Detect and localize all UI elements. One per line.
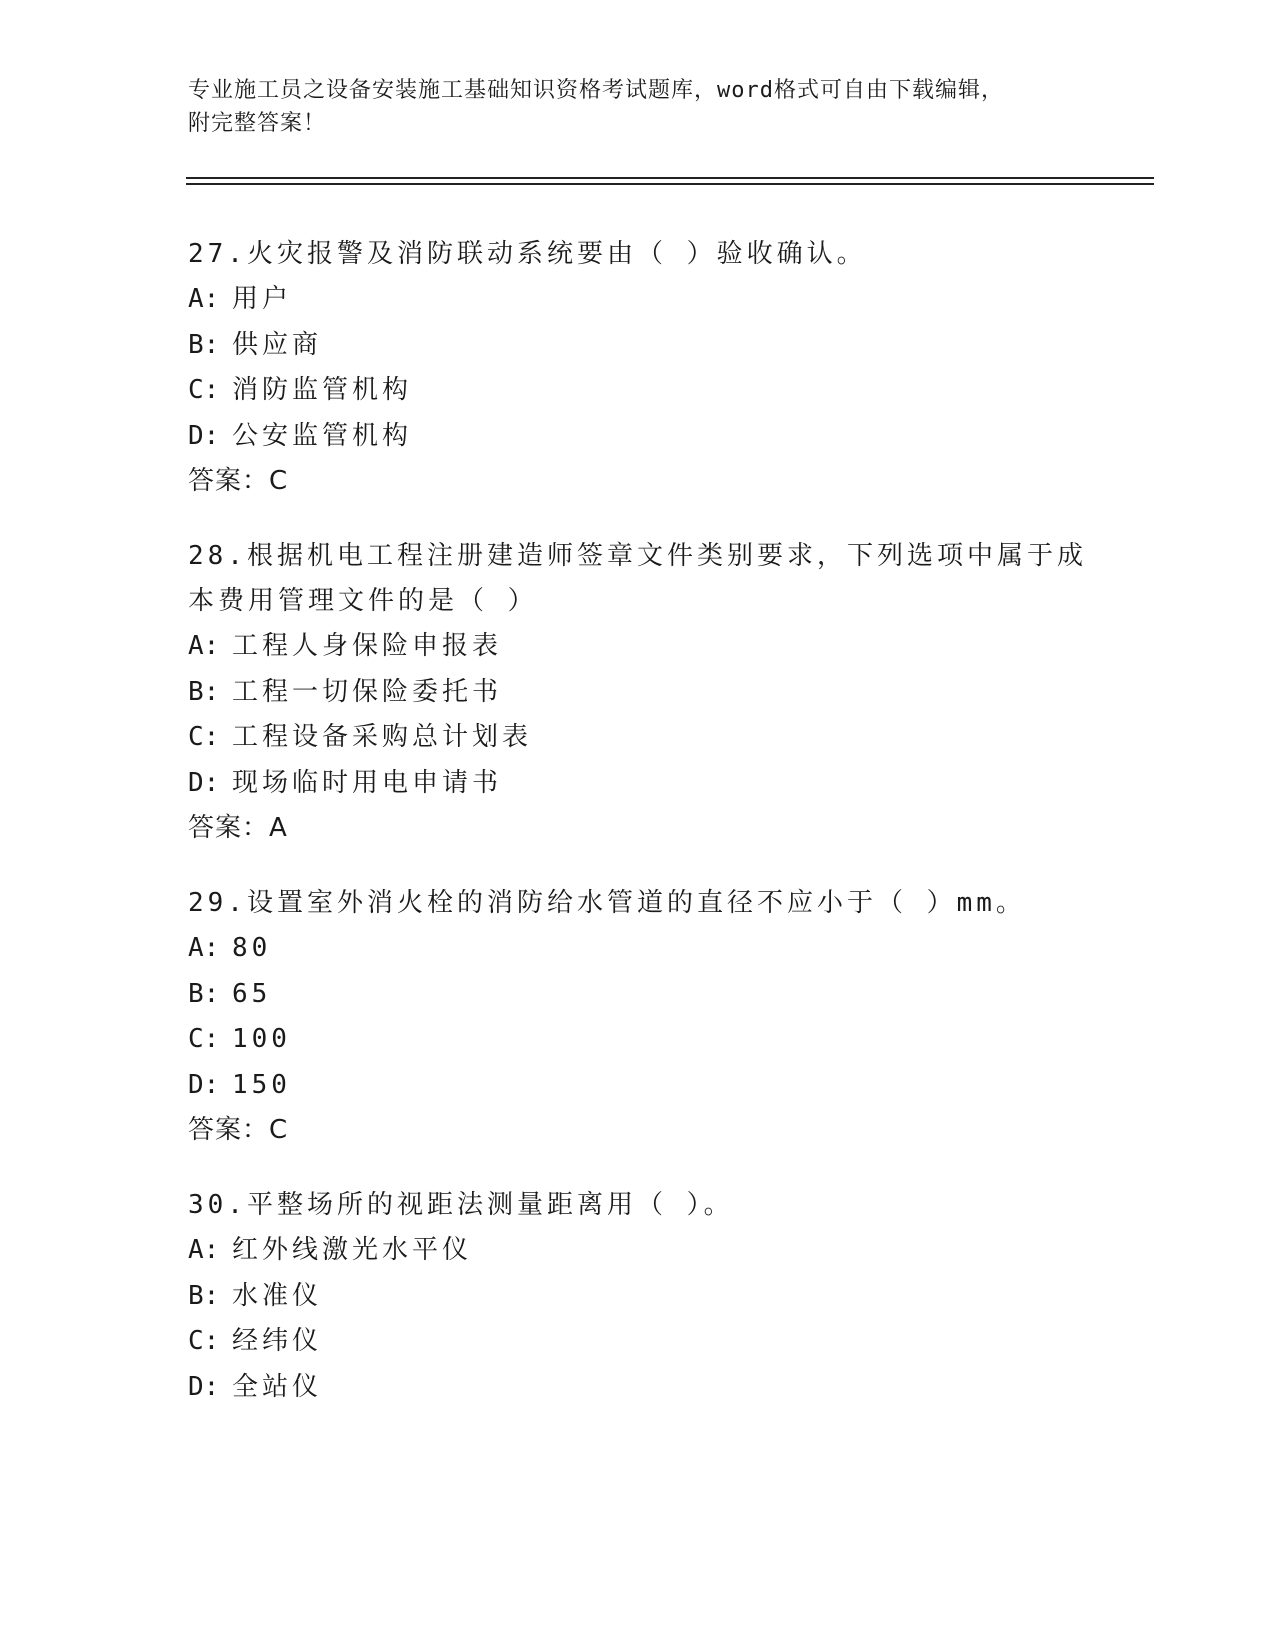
option-text: 水准仪 [232,1280,323,1311]
option-c [188,715,1088,761]
option-a [188,926,1088,972]
option-text: 100 [232,1024,291,1054]
question-stem: 28.根据机电工程注册建造师签章文件类别要求，下列选项中属于成本费用管理文件的是（ ） [188,541,1087,616]
option-key: A: [188,1235,220,1265]
option-d [188,761,1088,807]
option-b [188,1274,1088,1320]
option-c [188,368,1088,414]
option-text: 65 [232,978,272,1009]
question-stem: 30.平整场所的视距法测量距离用（ ）。 [188,1190,734,1220]
option-key: C: [188,375,220,405]
option-key: C: [188,1024,220,1054]
option-a [188,1228,1088,1274]
option-key: B: [188,676,220,707]
question-30 [188,1183,1088,1410]
option-d [188,1365,1088,1411]
option-b [188,670,1088,716]
option-key: D: [188,767,220,798]
option-text: 工程一切保险委托书 [232,676,503,707]
option-text: 消防监管机构 [232,375,413,405]
option-key: B: [188,978,220,1009]
option-text: 工程人身保险申报表 [232,631,503,661]
option-c [188,1017,1088,1063]
option-b [188,323,1088,369]
option-c [188,1319,1088,1365]
option-text: 80 [232,933,272,963]
option-a [188,624,1088,670]
option-text: 供应商 [232,329,323,360]
option-key: C: [188,722,220,752]
header-divider-top [186,177,1154,179]
header-title-line-1: 专业施工员之设备安装施工基础知识资格考试题库，word格式可自由下载编辑， [188,78,1004,103]
option-key: D: [188,1371,220,1402]
option-text: 红外线激光水平仪 [232,1235,473,1265]
header-divider-bottom [186,183,1154,185]
answer-line: 答案：C [188,1115,289,1145]
option-text: 150 [232,1069,291,1100]
option-key: C: [188,1326,220,1356]
header-title-line-2: 附完整答案！ [188,111,327,136]
option-text: 经纬仪 [232,1326,323,1356]
option-d [188,414,1088,460]
document-header [188,74,1088,140]
option-key: D: [188,420,220,451]
option-key: A: [188,933,220,963]
option-a [188,277,1088,323]
option-d [188,1063,1088,1109]
question-28 [188,534,1088,851]
option-key: A: [188,631,220,661]
question-stem: 29.设置室外消火栓的消防给水管道的直径不应小于（ ）mm。 [188,888,1026,918]
option-text: 现场临时用电申请书 [232,767,503,798]
option-text: 用户 [232,284,293,314]
option-text: 全站仪 [232,1371,323,1402]
question-list [188,232,1088,1440]
question-27 [188,232,1088,504]
option-text: 工程设备采购总计划表 [232,722,533,752]
answer-line: 答案：A [188,813,288,843]
option-b [188,972,1088,1018]
question-stem: 27.火灾报警及消防联动系统要由（ ）验收确认。 [188,239,867,269]
answer-line: 答案：C [188,466,289,496]
option-text: 公安监管机构 [232,420,413,451]
option-key: D: [188,1069,220,1100]
question-29 [188,881,1088,1153]
option-key: B: [188,1280,220,1311]
option-key: B: [188,329,220,360]
option-key: A: [188,284,220,314]
